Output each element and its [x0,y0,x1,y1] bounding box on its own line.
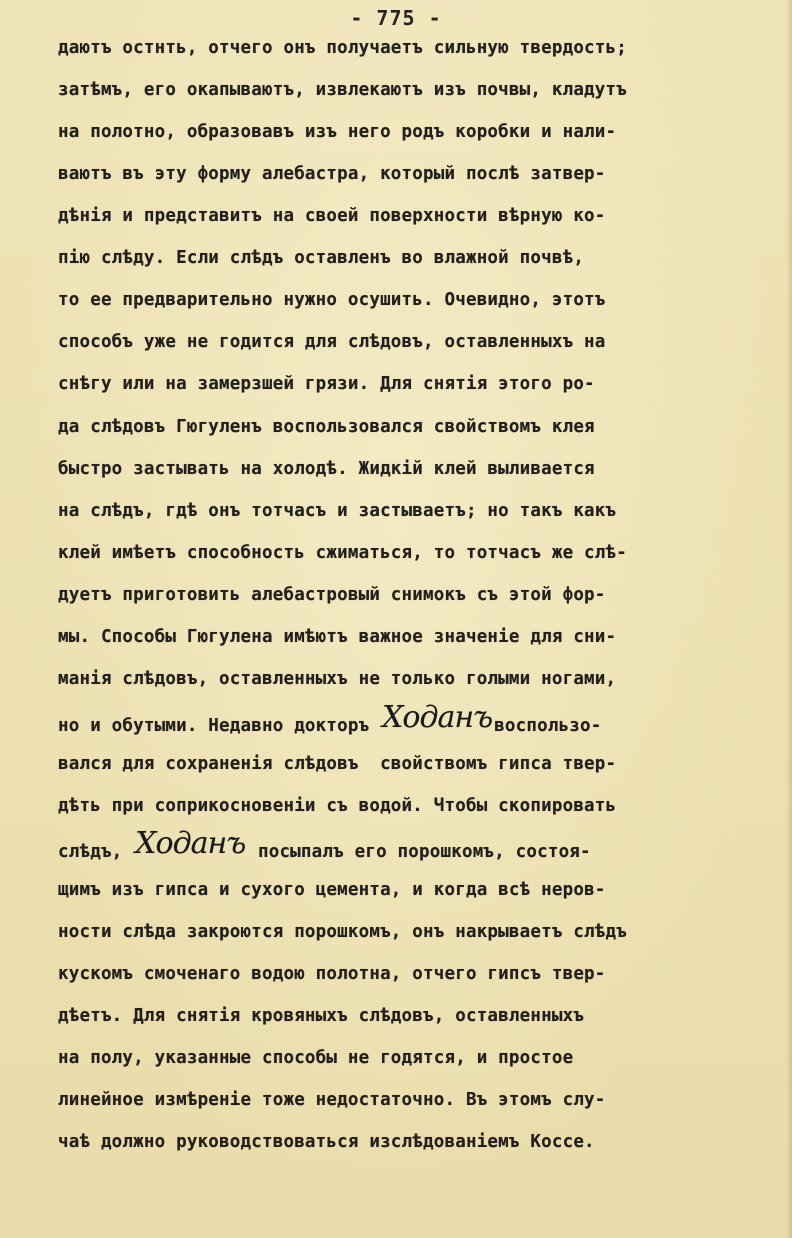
line-text: да слѣдовъ Гюгуленъ воспользовался свойствомъ клея [58,417,595,437]
text-line [58,826,738,866]
text-line [58,535,738,571]
text-line [58,661,738,697]
page-edge-shadow [786,0,792,1238]
line-text: щимъ изъ гипса и сухого цемента, и когда всѣ неров- [58,880,606,900]
line-text: пію слѣду. Если слѣдъ оставленъ во влажной почвѣ, [58,248,585,268]
text-line [58,282,738,318]
line-text: быстро застывать на холодѣ. Жидкій клей выливается [58,459,595,479]
text-line [58,72,738,108]
text-line [58,577,738,613]
text-line [58,1082,738,1118]
page-number: - 775 - [350,6,442,30]
line-text: затѣмъ, его окапываютъ, извлекаютъ изъ почвы, кладутъ [58,80,628,100]
line-text: снѣгу или на замерзшей грязи. Для снятія этого ро- [58,374,595,394]
handwritten-name: Ходанъ [382,700,493,735]
text-line [58,956,738,992]
text-line [58,746,738,782]
text-line [58,324,738,360]
line-text-continued: воспользо- [494,716,602,736]
text-line [58,700,738,740]
text-line [58,619,738,655]
text-line [58,30,738,66]
text-line [58,156,738,192]
line-text: кускомъ смоченаго водою полотна, отчего гипсъ твер- [58,964,606,984]
line-text: манія слѣдовъ, оставленныхъ не только голыми ногами, [58,669,617,689]
line-text: даютъ остнть, отчего онъ получаетъ сильную твердость; [58,38,628,58]
line-text-continued: посыпалъ его порошкомъ, состоя- [247,842,591,862]
text-line [58,872,738,908]
text-line [58,914,738,950]
line-text: дѣнія и представитъ на своей поверхности вѣрную ко- [58,206,606,226]
text-line [58,493,738,529]
line-text: ваютъ въ эту форму алебастра, который послѣ затвер- [58,164,606,184]
text-line [58,366,738,402]
text-line [58,240,738,276]
line-text: способъ уже не годится для слѣдовъ, оставленныхъ на [58,332,606,352]
text-line [58,451,738,487]
text-line [58,198,738,234]
line-text: на полу, указанные способы не годятся, и простое [58,1048,574,1068]
line-text: то ее предварительно нужно осушить. Очевидно, этотъ [58,290,606,310]
line-text: клей имѣетъ способность сжиматься, то тотчасъ же слѣ- [58,543,628,563]
line-text: на полотно, образовавъ изъ него родъ коробки и нали- [58,122,617,142]
line-text: но и обутыми. Недавно докторъ [58,716,381,736]
text-line [58,409,738,445]
line-text: линейное измѣреніе тоже недостаточно. Въ этомъ слу- [58,1090,606,1110]
line-text: дуетъ приготовить алебастровый снимокъ съ этой фор- [58,585,606,605]
text-line [58,788,738,824]
text-line [58,1040,738,1076]
line-text: ности слѣда закроются порошкомъ, онъ накрываетъ слѣдъ [58,922,628,942]
line-text: чаѣ должно руководствоваться изслѣдованіемъ Коссе. [58,1132,595,1152]
handwritten-name: Ходанъ [135,826,246,861]
line-text: мы. Способы Гюгулена имѣютъ важное значеніе для сни- [58,627,617,647]
text-line [58,998,738,1034]
line-text: на слѣдъ, гдѣ онъ тотчасъ и застываетъ; но такъ какъ [58,501,617,521]
line-text: вался для сохраненія слѣдовъ свойствомъ гипса твер- [58,754,617,774]
text-line [58,114,738,150]
line-text: слѣдъ, [58,842,134,862]
line-text: дѣть при соприкосновеніи съ водой. Чтобы скопировать [58,796,617,816]
line-text: дѣетъ. Для снятія кровяныхъ слѣдовъ, оставленныхъ [58,1006,585,1026]
text-line [58,1124,738,1160]
